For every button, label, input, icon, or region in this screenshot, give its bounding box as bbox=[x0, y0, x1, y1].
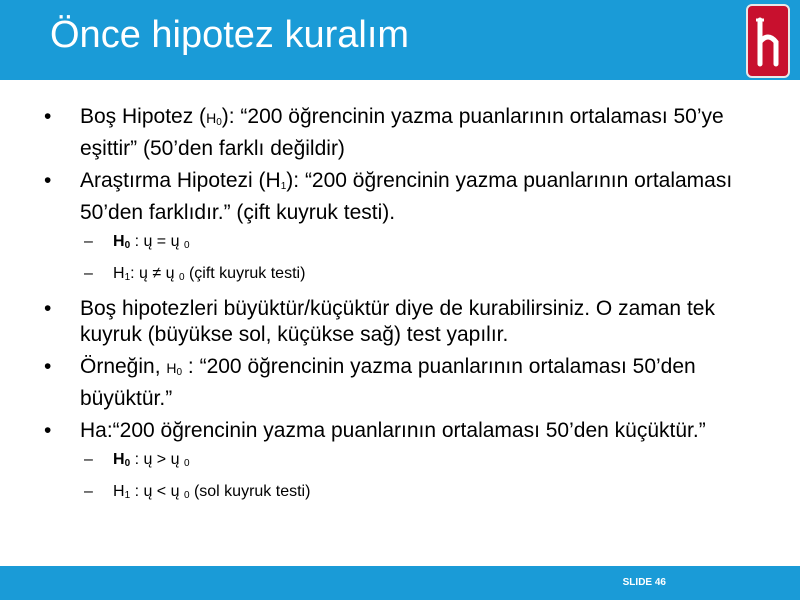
slide-content bbox=[30, 104, 770, 514]
bullet-example: • Örneğin, $H_0$ : “200 öğrencinin yazma puanlarının ortalaması 50’den büyüktür.” bbox=[30, 354, 770, 412]
title-bar bbox=[0, 0, 800, 80]
university-logo-icon bbox=[746, 4, 790, 78]
slide-number: SLIDE 46 bbox=[622, 577, 666, 588]
slide-title: Önce hipotez kuralım bbox=[50, 14, 410, 56]
footer-bar bbox=[0, 566, 800, 600]
sub-bullet-h0-greater: – $H_0$ : ų > ų $_0$ bbox=[30, 450, 770, 474]
bullet-one-tailed-note: • Boş hipotezleri büyüktür/küçüktür diye de kurabilirsiniz. O zaman tek kuyruk (büyükse sol, küçükse sağ) test yapılır. bbox=[30, 296, 770, 348]
sub-bullet-h1-less: – $H_1$ : ų < ų $_0$ (sol kuyruk testi) bbox=[30, 482, 770, 506]
sub-bullet-h1-not-equal: – $H_1$: ų ≠ ų $_0$ (çift kuyruk testi) bbox=[30, 264, 770, 288]
bullet-research-hypothesis: • Araştırma Hipotezi $(H_1)$: “200 öğrencinin yazma puanlarının ortalaması 50’den farklıdır.” (çift kuyruk testi). bbox=[30, 168, 770, 226]
sub-bullet-h0-equal: – $H_0$ : ų = ų $_0$ bbox=[30, 232, 770, 256]
bullet-null-hypothesis: • Boş Hipotez $(H_0)$: “200 öğrencinin yazma puanlarının ortalaması 50’ye eşittir” (50’den farklı değildir) bbox=[30, 104, 770, 162]
bullet-alternative: • Ha:“200 öğrencinin yazma puanlarının ortalaması 50’den küçüktür.” bbox=[30, 418, 770, 444]
